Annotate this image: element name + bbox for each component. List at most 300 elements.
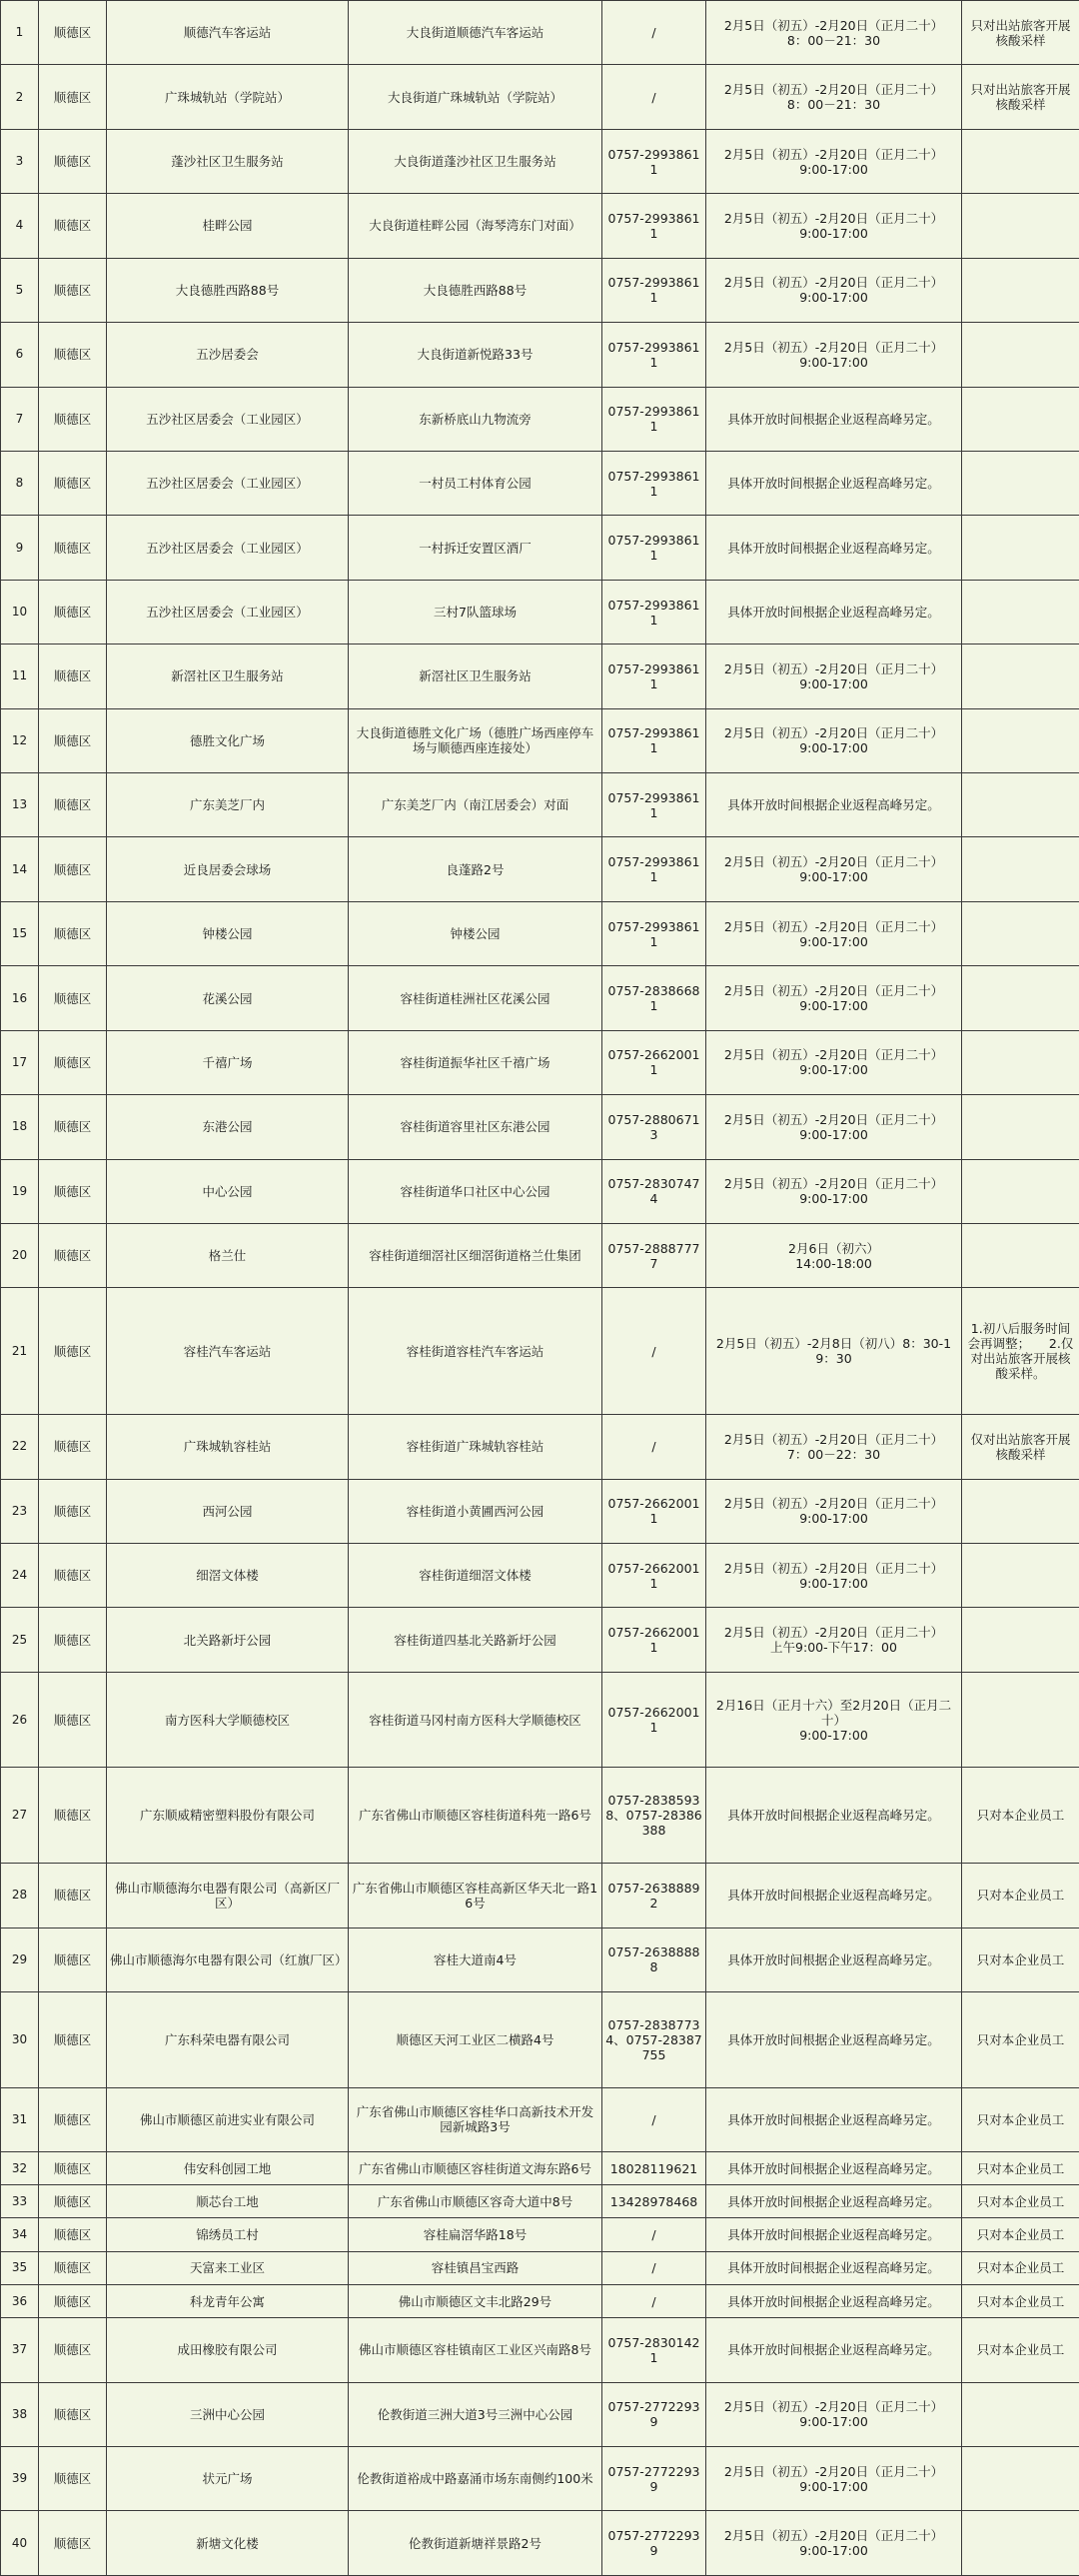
site-name-cell: 科龙青年公寓 bbox=[107, 2284, 349, 2317]
site-name-cell: 西河公园 bbox=[107, 1479, 349, 1543]
phone-cell: 0757-29938611 bbox=[602, 837, 706, 901]
phone-cell: 0757-28385938、0757-28386388 bbox=[602, 1768, 706, 1864]
phone-cell: 0757-26620011 bbox=[602, 1544, 706, 1608]
phone-cell: 0757-29938611 bbox=[602, 387, 706, 451]
site-name-cell: 大良德胜西路88号 bbox=[107, 258, 349, 322]
phone-cell: 0757-28307474 bbox=[602, 1159, 706, 1223]
row-number: 36 bbox=[1, 2284, 39, 2317]
district-cell: 顺德区 bbox=[39, 1415, 107, 1479]
address-cell: 容桂街道马冈村南方医科大学顺德校区 bbox=[349, 1672, 602, 1768]
address-cell: 容桂街道华口社区中心公园 bbox=[349, 1159, 602, 1223]
site-name-cell: 佛山市顺德区前进实业有限公司 bbox=[107, 2087, 349, 2151]
district-cell: 顺德区 bbox=[39, 1030, 107, 1094]
address-cell: 伦教街道三洲大道3号三洲中心公园 bbox=[349, 2382, 602, 2446]
district-cell: 顺德区 bbox=[39, 2318, 107, 2382]
row-number: 40 bbox=[1, 2511, 39, 2576]
phone-cell: 0757-28386681 bbox=[602, 966, 706, 1030]
hours-cell: 具体开放时间根据企业返程高峰另定。 bbox=[706, 387, 962, 451]
hours-cell: 2月5日（初五）-2月20日（正月二十） 9:00-17:00 bbox=[706, 2511, 962, 2576]
note-cell bbox=[962, 323, 1079, 387]
address-cell: 佛山市顺德区文丰北路29号 bbox=[349, 2284, 602, 2317]
row-number: 24 bbox=[1, 1544, 39, 1608]
site-name-cell: 南方医科大学顺德校区 bbox=[107, 1672, 349, 1768]
row-number: 14 bbox=[1, 837, 39, 901]
row-number: 1 bbox=[1, 1, 39, 65]
row-number: 16 bbox=[1, 966, 39, 1030]
note-cell bbox=[962, 387, 1079, 451]
site-name-cell: 五沙社区居委会（工业园区） bbox=[107, 451, 349, 515]
site-name-cell: 北关路新圩公园 bbox=[107, 1608, 349, 1672]
note-cell: 只对出站旅客开展核酸采样 bbox=[962, 65, 1079, 129]
phone-cell: 0757-28301421 bbox=[602, 2318, 706, 2382]
phone-cell: 0757-29938611 bbox=[602, 323, 706, 387]
hours-cell: 具体开放时间根据企业返程高峰另定。 bbox=[706, 1864, 962, 1928]
hours-cell: 具体开放时间根据企业返程高峰另定。 bbox=[706, 773, 962, 837]
hours-cell: 具体开放时间根据企业返程高峰另定。 bbox=[706, 2087, 962, 2151]
table-row bbox=[1, 1288, 1079, 1415]
district-cell: 顺德区 bbox=[39, 65, 107, 129]
table-row bbox=[1, 1095, 1079, 1159]
address-cell: 容桂街道桂洲社区花溪公园 bbox=[349, 966, 602, 1030]
table-row bbox=[1, 1479, 1079, 1543]
note-cell bbox=[962, 580, 1079, 644]
note-cell: 只对本企业员工 bbox=[962, 2151, 1079, 2184]
phone-cell: 0757-29938611 bbox=[602, 129, 706, 193]
phone-cell: / bbox=[602, 2251, 706, 2284]
hours-cell: 2月5日（初五）-2月20日（正月二十） 9:00-17:00 bbox=[706, 644, 962, 708]
district-cell: 顺德区 bbox=[39, 2218, 107, 2251]
address-cell: 广东省佛山市顺德区容桂街道文海东路6号 bbox=[349, 2151, 602, 2184]
address-cell: 容桂镇昌宝西路 bbox=[349, 2251, 602, 2284]
address-cell: 一村拆迁安置区酒厂 bbox=[349, 516, 602, 580]
hours-cell: 2月5日（初五）-2月20日（正月二十） 9:00-17:00 bbox=[706, 323, 962, 387]
phone-cell: 13428978468 bbox=[602, 2185, 706, 2218]
note-cell bbox=[962, 258, 1079, 322]
row-number: 38 bbox=[1, 2382, 39, 2446]
address-cell: 伦教街道裕成中路嘉涌市场东南侧约100米 bbox=[349, 2447, 602, 2511]
phone-cell: 0757-27722939 bbox=[602, 2382, 706, 2446]
address-cell: 容桂街道振华社区千禧广场 bbox=[349, 1030, 602, 1094]
phone-cell: 0757-28387734、0757-28387755 bbox=[602, 1991, 706, 2087]
site-name-cell: 五沙社区居委会（工业园区） bbox=[107, 580, 349, 644]
table-body bbox=[1, 1, 1079, 2576]
site-name-cell: 东港公园 bbox=[107, 1095, 349, 1159]
row-number: 23 bbox=[1, 1479, 39, 1543]
table-row bbox=[1, 1928, 1079, 1991]
hours-cell: 2月5日（初五）-2月20日（正月二十） 9:00-17:00 bbox=[706, 901, 962, 965]
phone-cell: 0757-29938611 bbox=[602, 773, 706, 837]
hours-cell: 具体开放时间根据企业返程高峰另定。 bbox=[706, 2251, 962, 2284]
address-cell: 容桂街道容桂汽车客运站 bbox=[349, 1288, 602, 1415]
note-cell bbox=[962, 129, 1079, 193]
hours-cell: 具体开放时间根据企业返程高峰另定。 bbox=[706, 1928, 962, 1991]
note-cell bbox=[962, 451, 1079, 515]
district-cell: 顺德区 bbox=[39, 773, 107, 837]
note-cell bbox=[962, 837, 1079, 901]
row-number: 27 bbox=[1, 1768, 39, 1864]
district-cell: 顺德区 bbox=[39, 2185, 107, 2218]
phone-cell: 0757-29938611 bbox=[602, 194, 706, 258]
hours-cell: 具体开放时间根据企业返程高峰另定。 bbox=[706, 2185, 962, 2218]
table-row bbox=[1, 516, 1079, 580]
phone-cell: / bbox=[602, 2284, 706, 2317]
hours-cell: 2月5日（初五）-2月20日（正月二十） 9:00-17:00 bbox=[706, 966, 962, 1030]
row-number: 9 bbox=[1, 516, 39, 580]
phone-cell: 0757-29938611 bbox=[602, 644, 706, 708]
row-number: 7 bbox=[1, 387, 39, 451]
district-cell: 顺德区 bbox=[39, 2151, 107, 2184]
hours-cell: 2月5日（初五）-2月20日（正月二十） 9:00-17:00 bbox=[706, 129, 962, 193]
district-cell: 顺德区 bbox=[39, 1864, 107, 1928]
site-name-cell: 千禧广场 bbox=[107, 1030, 349, 1094]
district-cell: 顺德区 bbox=[39, 323, 107, 387]
table-row bbox=[1, 1864, 1079, 1928]
row-number: 28 bbox=[1, 1864, 39, 1928]
district-cell: 顺德区 bbox=[39, 1768, 107, 1864]
row-number: 31 bbox=[1, 2087, 39, 2151]
address-cell: 大良街道桂畔公园（海琴湾东门对面） bbox=[349, 194, 602, 258]
phone-cell: / bbox=[602, 2218, 706, 2251]
district-cell: 顺德区 bbox=[39, 1672, 107, 1768]
site-name-cell: 佛山市顺德海尔电器有限公司（高新区厂区） bbox=[107, 1864, 349, 1928]
note-cell: 只对出站旅客开展核酸采样 bbox=[962, 1, 1079, 65]
hours-cell: 2月5日（初五）-2月20日（正月二十） 9:00-17:00 bbox=[706, 708, 962, 772]
table-row bbox=[1, 2284, 1079, 2317]
district-cell: 顺德区 bbox=[39, 901, 107, 965]
note-cell bbox=[962, 2382, 1079, 2446]
phone-cell: / bbox=[602, 1288, 706, 1415]
table-row bbox=[1, 2382, 1079, 2446]
note-cell: 只对本企业员工 bbox=[962, 2218, 1079, 2251]
row-number: 19 bbox=[1, 1159, 39, 1223]
site-name-cell: 广珠城轨站（学院站） bbox=[107, 65, 349, 129]
row-number: 18 bbox=[1, 1095, 39, 1159]
phone-cell: 0757-27722939 bbox=[602, 2511, 706, 2576]
hours-cell: 2月5日（初五）-2月20日（正月二十） 7：00－22：30 bbox=[706, 1415, 962, 1479]
district-cell: 顺德区 bbox=[39, 194, 107, 258]
table-row bbox=[1, 1768, 1079, 1864]
phone-cell: 0757-26620011 bbox=[602, 1608, 706, 1672]
row-number: 12 bbox=[1, 708, 39, 772]
site-name-cell: 广东科荣电器有限公司 bbox=[107, 1991, 349, 2087]
address-cell: 大良街道新悦路33号 bbox=[349, 323, 602, 387]
note-cell bbox=[962, 773, 1079, 837]
note-cell bbox=[962, 1159, 1079, 1223]
table-row bbox=[1, 2185, 1079, 2218]
district-cell: 顺德区 bbox=[39, 2251, 107, 2284]
district-cell: 顺德区 bbox=[39, 708, 107, 772]
row-number: 20 bbox=[1, 1224, 39, 1288]
hours-cell: 2月5日（初五）-2月20日（正月二十） 9:00-17:00 bbox=[706, 2447, 962, 2511]
table-row bbox=[1, 1159, 1079, 1223]
hours-cell: 具体开放时间根据企业返程高峰另定。 bbox=[706, 2318, 962, 2382]
site-name-cell: 五沙社区居委会（工业园区） bbox=[107, 387, 349, 451]
note-cell bbox=[962, 2447, 1079, 2511]
hours-cell: 2月5日（初五）-2月20日（正月二十） 9:00-17:00 bbox=[706, 2382, 962, 2446]
table-row bbox=[1, 1415, 1079, 1479]
district-cell: 顺德区 bbox=[39, 1095, 107, 1159]
row-number: 13 bbox=[1, 773, 39, 837]
site-name-cell: 格兰仕 bbox=[107, 1224, 349, 1288]
site-name-cell: 德胜文化广场 bbox=[107, 708, 349, 772]
district-cell: 顺德区 bbox=[39, 1479, 107, 1543]
row-number: 3 bbox=[1, 129, 39, 193]
phone-cell: 0757-27722939 bbox=[602, 2447, 706, 2511]
hours-cell: 2月6日（初六） 14:00-18:00 bbox=[706, 1224, 962, 1288]
site-name-cell: 顺芯台工地 bbox=[107, 2185, 349, 2218]
district-cell: 顺德区 bbox=[39, 129, 107, 193]
note-cell bbox=[962, 966, 1079, 1030]
note-cell: 只对本企业员工 bbox=[962, 1928, 1079, 1991]
table-row bbox=[1, 2318, 1079, 2382]
row-number: 21 bbox=[1, 1288, 39, 1415]
site-name-cell: 三洲中心公园 bbox=[107, 2382, 349, 2446]
table-row bbox=[1, 644, 1079, 708]
site-name-cell: 蓬沙社区卫生服务站 bbox=[107, 129, 349, 193]
district-cell: 顺德区 bbox=[39, 1928, 107, 1991]
hours-cell: 具体开放时间根据企业返程高峰另定。 bbox=[706, 516, 962, 580]
phone-cell: 0757-29938611 bbox=[602, 901, 706, 965]
site-name-cell: 锦绣员工村 bbox=[107, 2218, 349, 2251]
row-number: 29 bbox=[1, 1928, 39, 1991]
address-cell: 容桂街道小黄圃西河公园 bbox=[349, 1479, 602, 1543]
table-row bbox=[1, 2511, 1079, 2576]
phone-cell: 0757-26388892 bbox=[602, 1864, 706, 1928]
address-cell: 广东美芝厂内（南江居委会）对面 bbox=[349, 773, 602, 837]
table-row bbox=[1, 2087, 1079, 2151]
note-cell bbox=[962, 901, 1079, 965]
address-cell: 大良街道德胜文化广场（德胜广场西座停车场与顺德西座连接处） bbox=[349, 708, 602, 772]
phone-cell: 0757-29938611 bbox=[602, 451, 706, 515]
table-row bbox=[1, 258, 1079, 322]
address-cell: 新滘社区卫生服务站 bbox=[349, 644, 602, 708]
note-cell: 只对本企业员工 bbox=[962, 2251, 1079, 2284]
row-number: 32 bbox=[1, 2151, 39, 2184]
note-cell: 仅对出站旅客开展核酸采样 bbox=[962, 1415, 1079, 1479]
phone-cell: / bbox=[602, 1, 706, 65]
row-number: 6 bbox=[1, 323, 39, 387]
site-name-cell: 顺德汽车客运站 bbox=[107, 1, 349, 65]
district-cell: 顺德区 bbox=[39, 2087, 107, 2151]
site-name-cell: 近良居委会球场 bbox=[107, 837, 349, 901]
row-number: 15 bbox=[1, 901, 39, 965]
row-number: 10 bbox=[1, 580, 39, 644]
table-row bbox=[1, 65, 1079, 129]
row-number: 5 bbox=[1, 258, 39, 322]
table-row bbox=[1, 2218, 1079, 2251]
address-cell: 容桂街道容里社区东港公园 bbox=[349, 1095, 602, 1159]
site-name-cell: 成田橡胶有限公司 bbox=[107, 2318, 349, 2382]
table-row bbox=[1, 966, 1079, 1030]
hours-cell: 2月5日（初五）-2月20日（正月二十） 9:00-17:00 bbox=[706, 1544, 962, 1608]
table-row bbox=[1, 129, 1079, 193]
hours-cell: 2月5日（初五）-2月20日（正月二十） 9:00-17:00 bbox=[706, 258, 962, 322]
phone-cell: 0757-26388888 bbox=[602, 1928, 706, 1991]
site-name-cell: 广珠城轨容桂站 bbox=[107, 1415, 349, 1479]
note-cell: 1.初八后服务时间会再调整； 2.仅对出站旅客开展核酸采样。 bbox=[962, 1288, 1079, 1415]
note-cell: 只对本企业员工 bbox=[962, 1991, 1079, 2087]
address-cell: 容桂扁滘华路18号 bbox=[349, 2218, 602, 2251]
site-name-cell: 桂畔公园 bbox=[107, 194, 349, 258]
site-name-cell: 五沙社区居委会（工业园区） bbox=[107, 516, 349, 580]
address-cell: 良蓬路2号 bbox=[349, 837, 602, 901]
address-cell: 容桂街道四基北关路新圩公园 bbox=[349, 1608, 602, 1672]
table-row bbox=[1, 1030, 1079, 1094]
address-cell: 大良街道广珠城轨站（学院站） bbox=[349, 65, 602, 129]
site-name-cell: 五沙居委会 bbox=[107, 323, 349, 387]
address-cell: 一村员工村体育公园 bbox=[349, 451, 602, 515]
phone-cell: 0757-28887777 bbox=[602, 1224, 706, 1288]
table-row bbox=[1, 194, 1079, 258]
district-cell: 顺德区 bbox=[39, 2382, 107, 2446]
row-number: 30 bbox=[1, 1991, 39, 2087]
hours-cell: 具体开放时间根据企业返程高峰另定。 bbox=[706, 2218, 962, 2251]
district-cell: 顺德区 bbox=[39, 966, 107, 1030]
site-name-cell: 中心公园 bbox=[107, 1159, 349, 1223]
address-cell: 容桂街道广珠城轨容桂站 bbox=[349, 1415, 602, 1479]
row-number: 33 bbox=[1, 2185, 39, 2218]
site-name-cell: 广东美芝厂内 bbox=[107, 773, 349, 837]
address-cell: 广东省佛山市顺德区容桂华口高新技术开发园新城路3号 bbox=[349, 2087, 602, 2151]
district-cell: 顺德区 bbox=[39, 1288, 107, 1415]
row-number: 17 bbox=[1, 1030, 39, 1094]
address-cell: 容桂街道细滘文体楼 bbox=[349, 1544, 602, 1608]
note-cell: 只对本企业员工 bbox=[962, 2185, 1079, 2218]
hours-cell: 具体开放时间根据企业返程高峰另定。 bbox=[706, 2151, 962, 2184]
hours-cell: 具体开放时间根据企业返程高峰另定。 bbox=[706, 1768, 962, 1864]
note-cell bbox=[962, 1544, 1079, 1608]
phone-cell: 0757-29938611 bbox=[602, 516, 706, 580]
hours-cell: 2月5日（初五）-2月20日（正月二十） 9:00-17:00 bbox=[706, 1030, 962, 1094]
address-cell: 伦教街道新塘祥景路2号 bbox=[349, 2511, 602, 2576]
hours-cell: 2月5日（初五）-2月20日（正月二十） 9:00-17:00 bbox=[706, 837, 962, 901]
row-number: 39 bbox=[1, 2447, 39, 2511]
address-cell: 钟楼公园 bbox=[349, 901, 602, 965]
table-row bbox=[1, 1608, 1079, 1672]
hours-cell: 2月5日（初五）-2月20日（正月二十） 9:00-17:00 bbox=[706, 1479, 962, 1543]
note-cell bbox=[962, 194, 1079, 258]
district-cell: 顺德区 bbox=[39, 580, 107, 644]
site-name-cell: 细滘文体楼 bbox=[107, 1544, 349, 1608]
phone-cell: / bbox=[602, 2087, 706, 2151]
phone-cell: 0757-26620011 bbox=[602, 1030, 706, 1094]
note-cell bbox=[962, 1479, 1079, 1543]
hours-cell: 2月5日（初五）-2月20日（正月二十） 9:00-17:00 bbox=[706, 1159, 962, 1223]
address-cell: 大良街道顺德汽车客运站 bbox=[349, 1, 602, 65]
address-cell: 东新桥底山九物流旁 bbox=[349, 387, 602, 451]
table-row bbox=[1, 1991, 1079, 2087]
note-cell: 只对本企业员工 bbox=[962, 1768, 1079, 1864]
phone-cell: 0757-28806713 bbox=[602, 1095, 706, 1159]
district-cell: 顺德区 bbox=[39, 1544, 107, 1608]
note-cell: 只对本企业员工 bbox=[962, 1864, 1079, 1928]
district-cell: 顺德区 bbox=[39, 387, 107, 451]
phone-cell: 0757-26620011 bbox=[602, 1479, 706, 1543]
note-cell bbox=[962, 516, 1079, 580]
district-cell: 顺德区 bbox=[39, 258, 107, 322]
site-name-cell: 状元广场 bbox=[107, 2447, 349, 2511]
table-row bbox=[1, 580, 1079, 644]
hours-cell: 2月5日（初五）-2月8日（初八）8：30-19：30 bbox=[706, 1288, 962, 1415]
table-row bbox=[1, 708, 1079, 772]
address-cell: 广东省佛山市顺德区容桂高新区华天北一路16号 bbox=[349, 1864, 602, 1928]
note-cell bbox=[962, 708, 1079, 772]
note-cell: 只对本企业员工 bbox=[962, 2087, 1079, 2151]
address-cell: 容桂街道细滘社区细滘街道格兰仕集团 bbox=[349, 1224, 602, 1288]
note-cell bbox=[962, 2511, 1079, 2576]
address-cell: 大良德胜西路88号 bbox=[349, 258, 602, 322]
table-row bbox=[1, 1672, 1079, 1768]
hours-cell: 2月5日（初五）-2月20日（正月二十） 9:00-17:00 bbox=[706, 1095, 962, 1159]
site-name-cell: 钟楼公园 bbox=[107, 901, 349, 965]
site-name-cell: 花溪公园 bbox=[107, 966, 349, 1030]
district-cell: 顺德区 bbox=[39, 1224, 107, 1288]
hours-cell: 2月5日（初五）-2月20日（正月二十） 8：00－21：30 bbox=[706, 65, 962, 129]
table-row bbox=[1, 773, 1079, 837]
hours-cell: 2月5日（初五）-2月20日（正月二十） 上午9:00-下午17：00 bbox=[706, 1608, 962, 1672]
row-number: 35 bbox=[1, 2251, 39, 2284]
row-number: 34 bbox=[1, 2218, 39, 2251]
table-row bbox=[1, 1544, 1079, 1608]
note-cell: 只对本企业员工 bbox=[962, 2318, 1079, 2382]
hours-cell: 2月16日（正月十六）至2月20日（正月二十） 9:00-17:00 bbox=[706, 1672, 962, 1768]
table-row bbox=[1, 1224, 1079, 1288]
district-cell: 顺德区 bbox=[39, 1991, 107, 2087]
hours-cell: 具体开放时间根据企业返程高峰另定。 bbox=[706, 2284, 962, 2317]
note-cell: 只对本企业员工 bbox=[962, 2284, 1079, 2317]
district-cell: 顺德区 bbox=[39, 516, 107, 580]
phone-cell: / bbox=[602, 1415, 706, 1479]
address-cell: 容桂大道南4号 bbox=[349, 1928, 602, 1991]
table-row bbox=[1, 837, 1079, 901]
district-cell: 顺德区 bbox=[39, 837, 107, 901]
phone-cell: 0757-26620011 bbox=[602, 1672, 706, 1768]
row-number: 4 bbox=[1, 194, 39, 258]
district-cell: 顺德区 bbox=[39, 2447, 107, 2511]
district-cell: 顺德区 bbox=[39, 451, 107, 515]
phone-cell: 0757-29938611 bbox=[602, 258, 706, 322]
table-row bbox=[1, 2151, 1079, 2184]
table-row bbox=[1, 2251, 1079, 2284]
table-row bbox=[1, 1, 1079, 65]
site-name-cell: 伟安科创园工地 bbox=[107, 2151, 349, 2184]
district-cell: 顺德区 bbox=[39, 1159, 107, 1223]
district-cell: 顺德区 bbox=[39, 1, 107, 65]
note-cell bbox=[962, 1672, 1079, 1768]
row-number: 26 bbox=[1, 1672, 39, 1768]
row-number: 37 bbox=[1, 2318, 39, 2382]
district-cell: 顺德区 bbox=[39, 2284, 107, 2317]
phone-cell: / bbox=[602, 65, 706, 129]
row-number: 25 bbox=[1, 1608, 39, 1672]
table-row bbox=[1, 323, 1079, 387]
note-cell bbox=[962, 1030, 1079, 1094]
site-name-cell: 广东顺威精密塑料股份有限公司 bbox=[107, 1768, 349, 1864]
table-row bbox=[1, 901, 1079, 965]
site-name-cell: 新滘社区卫生服务站 bbox=[107, 644, 349, 708]
table-row bbox=[1, 451, 1079, 515]
note-cell bbox=[962, 1608, 1079, 1672]
row-number: 11 bbox=[1, 644, 39, 708]
row-number: 8 bbox=[1, 451, 39, 515]
table-row bbox=[1, 2447, 1079, 2511]
site-name-cell: 新塘文化楼 bbox=[107, 2511, 349, 2576]
address-cell: 广东省佛山市顺德区容桂街道科苑一路6号 bbox=[349, 1768, 602, 1864]
address-cell: 三村7队篮球场 bbox=[349, 580, 602, 644]
row-number: 2 bbox=[1, 65, 39, 129]
site-name-cell: 佛山市顺德海尔电器有限公司（红旗厂区） bbox=[107, 1928, 349, 1991]
phone-cell: 0757-29938611 bbox=[602, 580, 706, 644]
